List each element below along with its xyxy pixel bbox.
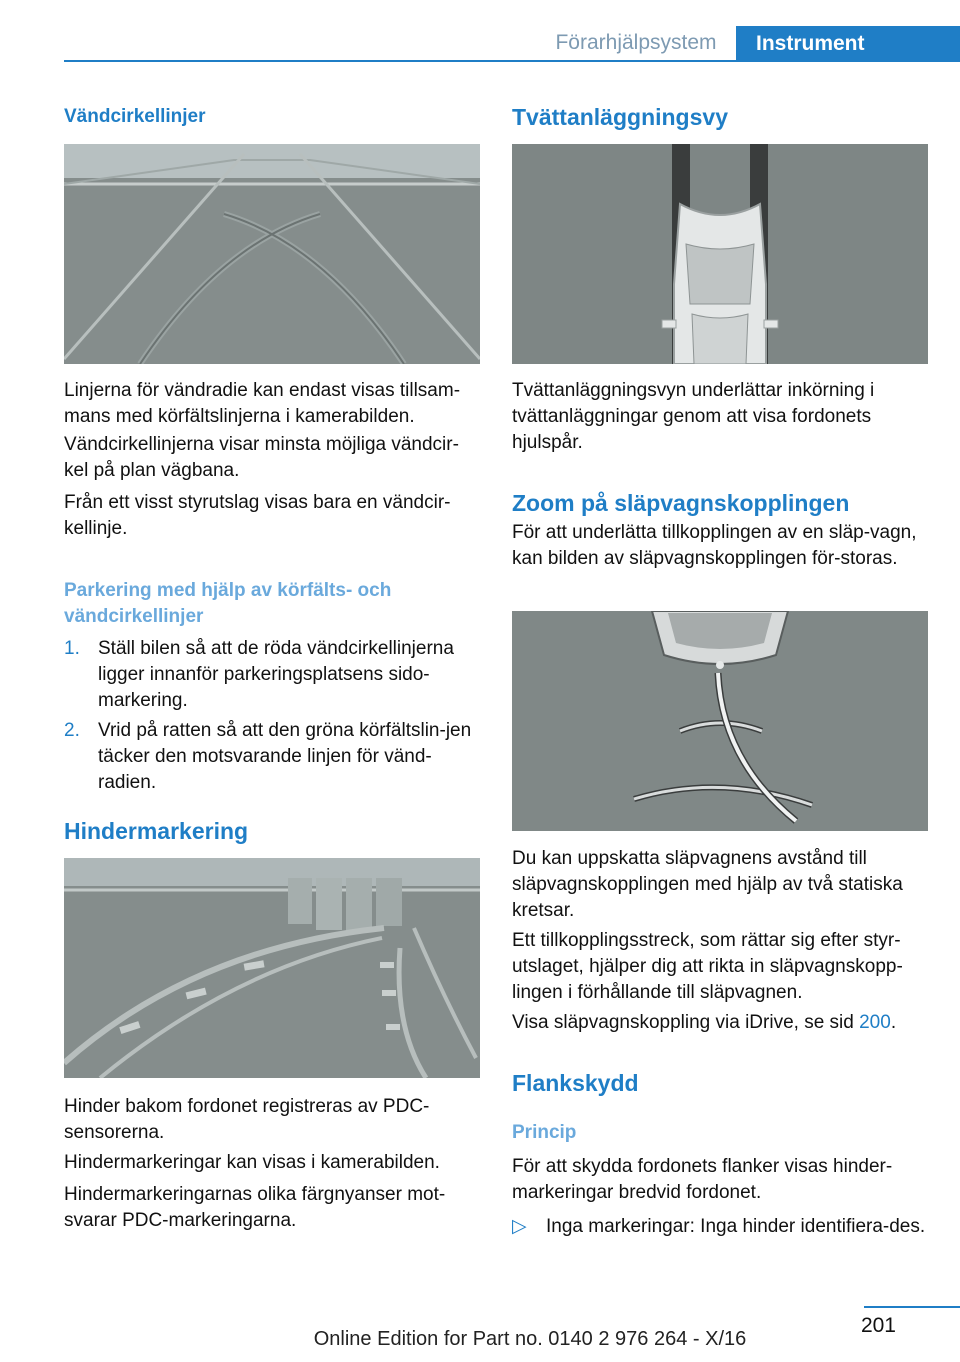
paragraph-idrive-reference (512, 1010, 928, 1036)
bullet-text: Inga markeringar: Inga hinder identifiera-des. (546, 1216, 926, 1237)
paragraph-trailer-distance: Du kan uppskatta släpvagnens avstånd till släpvagnskopplingen med hjälp av två statiska kretsar. (512, 848, 903, 921)
heading-turning-circle-lines: Vändcirkellinjer (64, 106, 206, 127)
page-header (0, 0, 960, 64)
heading-flank-protection: Flankskydd (512, 1070, 639, 1096)
paragraph-obstacle-3: Hindermarkeringarnas olika färgnyanser mot-svarar PDC-markeringarna. (64, 1184, 446, 1231)
heading-car-wash-view: Tvättanläggningsvy (512, 104, 728, 130)
step-text: Ställ bilen så att de röda vändcirkellinjerna ligger innanför parkeringsplatsens sido-markering. (98, 638, 454, 711)
footer-rule (864, 1306, 960, 1308)
step-item (64, 718, 480, 796)
paragraph-car-wash: Tvättanläggningsvyn underlättar inkörning i tvättanläggningar genom att visa fordonets hjulspår. (512, 380, 875, 453)
heading-obstacle-marking: Hindermarkering (64, 818, 249, 844)
paragraph-coupling-line: Ett tillkopplingsstreck, som rättar sig efter styr-utslaget, hjälper dig att rikta in släpvagnskopp-lingen i förhållande till släpvagnen. (512, 930, 903, 1003)
heading-parking-lines: Parkering med hjälp av körfälts- och vändcirkellinjer (64, 580, 392, 627)
heading-trailer-zoom: Zoom på släpvagnskopplingen (512, 490, 850, 516)
heading-principle: Princip (512, 1122, 577, 1143)
paragraph-turning-1: Linjerna för vändradie kan endast visas tillsam-mans med körfältslinjerna i kamerabilden. (64, 380, 461, 427)
paragraph-turning-2: Vändcirkellinjerna visar minsta möjliga vändcir-kel på plan vägbana. (64, 434, 459, 481)
edition-note: Online Edition for Part no. 0140 2 976 264 - X/16 (313, 1328, 747, 1350)
idrive-reference-end: . (890, 1012, 897, 1033)
idrive-reference-text: Visa släpvagnskoppling via iDrive, se sid (512, 1012, 860, 1033)
paragraph-flank-protection: För att skydda fordonets flanker visas hinder-markeringar bredvid fordonet. (512, 1156, 893, 1203)
step-number: 2. (64, 720, 80, 741)
paragraph-trailer-zoom: För att underlätta tillkopplingen av en släp-vagn, kan bilden av släpvagnskopplingen för-storas. (512, 522, 917, 569)
step-item (64, 636, 480, 714)
step-text: Vrid på ratten så att den gröna körfältslin-jen täcker den motsvarande linjen för vänd-radien. (98, 720, 472, 793)
page-reference-link[interactable]: 200 (859, 1012, 891, 1033)
step-number: 1. (64, 638, 80, 659)
chapter-tab[interactable]: Instrument (736, 26, 960, 62)
page-number: 201 (860, 1314, 896, 1337)
section-tab[interactable]: Förarhjälpsystem (555, 31, 717, 54)
turning-circle-image (64, 144, 480, 364)
triangle-bullet-icon: ▷ (512, 1216, 527, 1237)
paragraph-obstacle-1: Hinder bakom fordonet registreras av PDC-sensorerna. (64, 1096, 430, 1143)
obstacle-marking-image (64, 858, 480, 1078)
paragraph-obstacle-2: Hindermarkeringar kan visas i kamerabilden. (64, 1152, 440, 1173)
header-rule (64, 60, 960, 62)
paragraph-turning-3: Från ett visst styrutslag visas bara en vändcir-kellinje. (64, 492, 451, 539)
bullet-item (512, 1214, 928, 1268)
car-wash-view-image (512, 144, 928, 364)
trailer-coupling-image (512, 611, 928, 831)
